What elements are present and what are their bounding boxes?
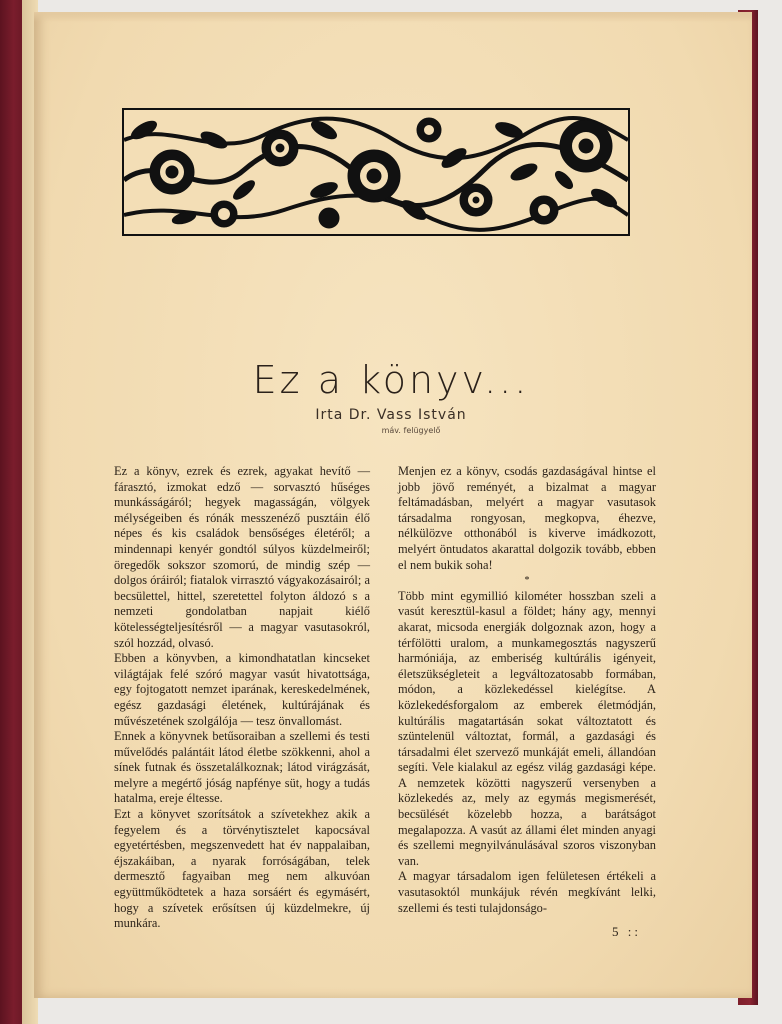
floral-ornament-icon bbox=[122, 108, 630, 236]
paragraph: Ennek a könyvnek betűsoraiban a szellemi és testi művelődés palántáit látod életbe szökkenni, ahol a sínek futnak és összetalálkoznak; látod virágzását, melyre a megértő jóság napfénye süt, hogy a tudás hatalma, ereje éltesse. bbox=[114, 729, 370, 806]
paragraph: Ebben a könyvben, a kimondhatatlan kincseket világtájak felé szóró magyar vasút hivatottsága, egy fojtogatott nemzet iparának, kereskedelmének, egész gazdasági életének, kultúrájának és művészetének szolgálója — tesz önvallomást. bbox=[114, 651, 370, 728]
right-column bbox=[398, 464, 656, 916]
page-shadow bbox=[34, 12, 752, 22]
article-title: Ez a könyv... bbox=[252, 358, 530, 402]
paragraph: Ez a könyv, ezrek és ezrek, agyakat hevítő — fárasztó, izmokat edző — sorvasztó hűséges munkásságáról; hegyek magasságán, völgyek mélységeiben és rónák messzenéző pusztáin élő népes és kis családok bensőséges életéről; a mindennapi kenyér gondtól súlyos küzdelmeiről; öregedők sokszor szomorú, de mindig szép — dolgos óráiról; fiatalok virrasztó vágyakozásairól; a becsülettel, hittel, szeretettel folyton áldozó s a nemzeti gondolatban napjait kiélő kötelességteljesítésről — a magyar vasutasokról, szól hozzád, olvasó. bbox=[114, 464, 370, 650]
page-number: 5 :: bbox=[612, 924, 641, 939]
paragraph: Több mint egymillió kilométer hosszban szeli a vasút keresztül-kasul a földet; hány agy, mennyi akarat, micsoda energiák dolgoznak azon, hogy a térfölötti uralom, a munkamegosztás nagyszerű harmóniája, az emberiség kultúrális igényeit, életszükségleteit a legváltozatosabb formában, módon, a közlekedéssel kielégítse. A közlekedésforgalom az emberek életmódján, kultúrális magatartásán sokat változtatott és szüntelenül változtat, formál, a gazdasági és társadalmi élet szervező munkáját emeli, állandóan segíti. Vele kialakul az egész világ gazdasági képe. A nemzetek közötti nagyszerű versenyben a közlekedés az, mely az egymás megismerését, becsülését közelebb hozza, a barátságot megalapozza. A vasút az állami élet minden anyagi és szellemi megnyilvánulásával szoros viszonyban van. bbox=[398, 588, 656, 868]
paragraph: Menjen ez a könyv, csodás gazdaságával hintse el jobb jövő reményét, a bizalmat a magyar feltámadásban, melyért a magyar vasutasok társadalma rongyosan, megkopva, éhezve, nélkülözve otthonából is kiverve imádkozott, melyért öntudatos akarattal dolgozik tovább, ebben el nem bukik soha! bbox=[398, 464, 656, 572]
paragraph: Ezt a könyvet szorítsátok a szívetekhez akik a fegyelem és a törvénytisztelet kapocsával egyetértésben, megszenvedett hat év nappalaiban, éjszakáiban, a nyarak forróságában, telek dermesztő fagyaiban meg nem alkuvóan együttműködtetek a haza sorsáért és egymásért, hogy a szívetek erősítsen új küzdelmekre, új munkára. bbox=[114, 807, 370, 931]
article-byline: Irta Dr. Vass István bbox=[315, 407, 467, 423]
section-divider: * bbox=[524, 575, 530, 587]
article-author-role: máv. felügyelő bbox=[381, 426, 441, 435]
paragraph: A magyar társadalom igen felületesen értékeli a vasutasoktól munkájuk révén megkívánt lelki, szellemi és testi tulajdonságo- bbox=[398, 869, 656, 915]
left-column bbox=[114, 464, 370, 932]
